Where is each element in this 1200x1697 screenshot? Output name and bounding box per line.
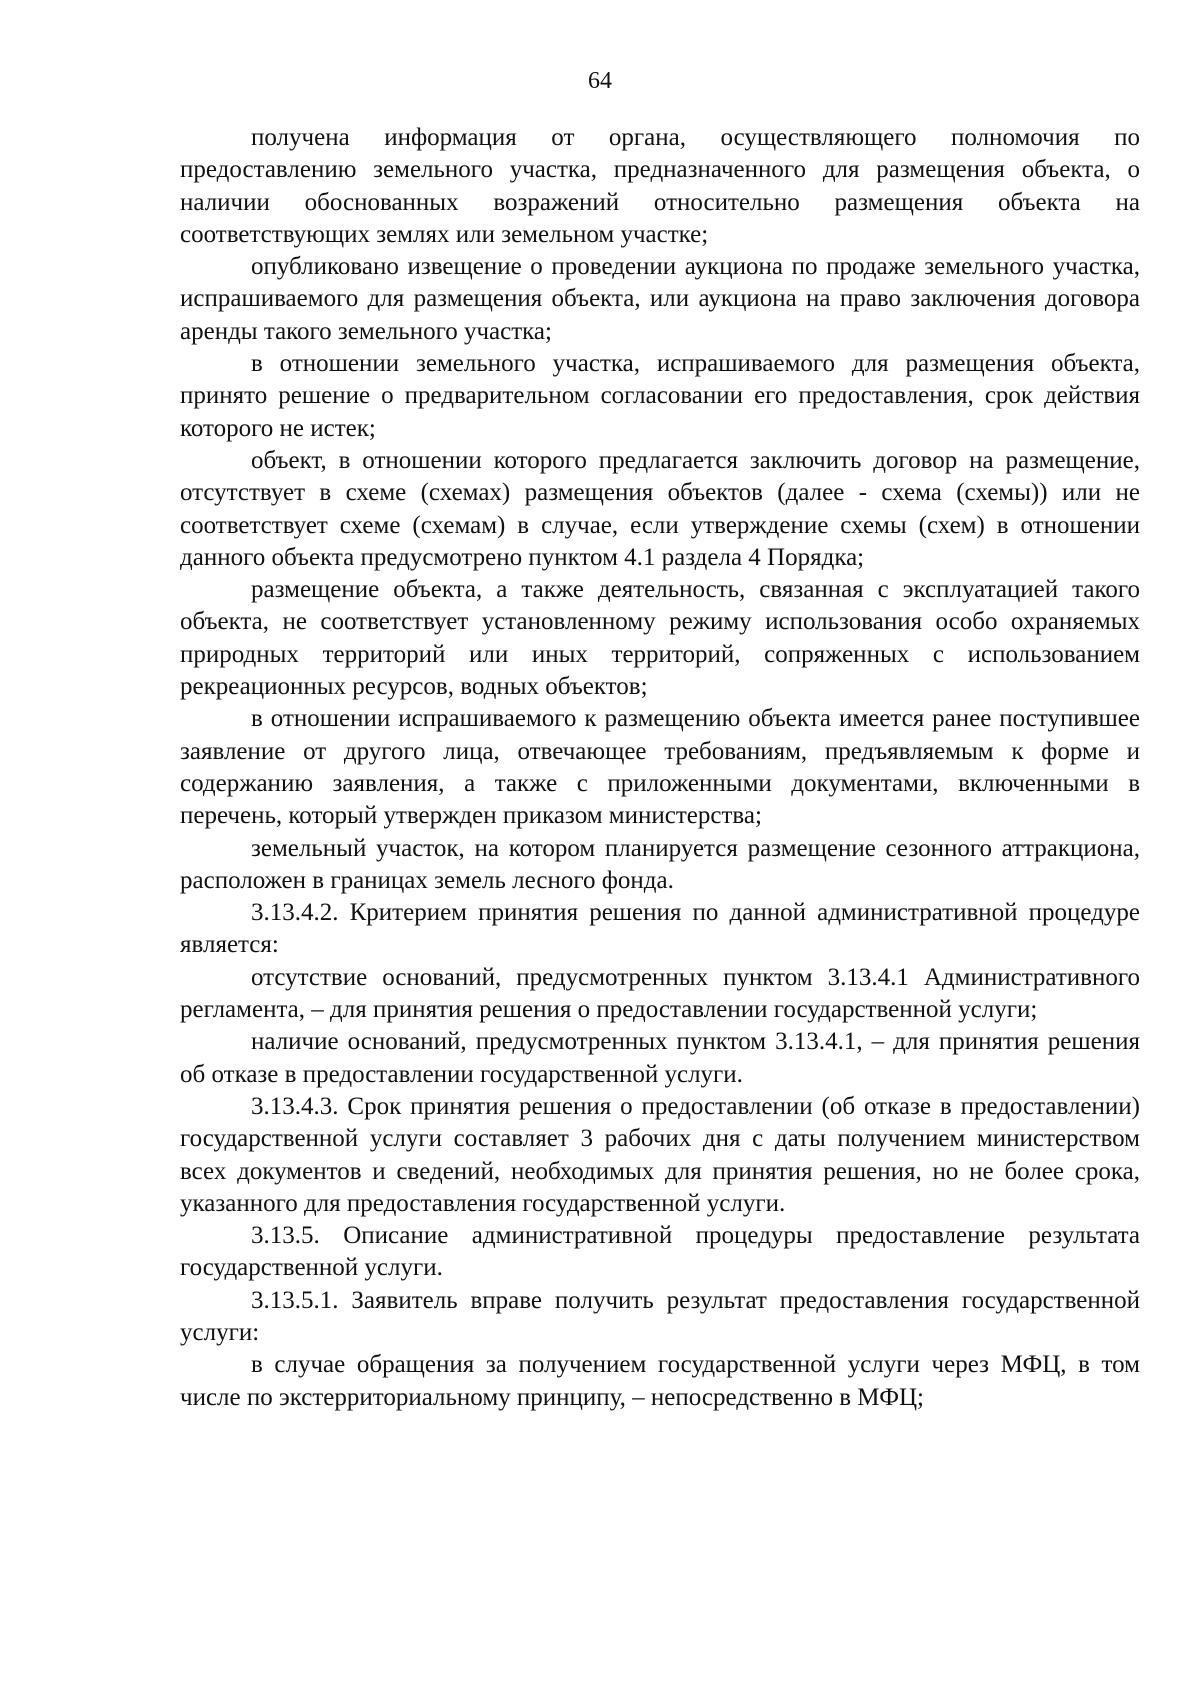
paragraph: наличие оснований, предусмотренных пунктом 3.13.4.1, – для принятия решения об отказе в предоставлении государственной услуги. <box>180 1028 1140 1088</box>
paragraph: в случае обращения за получением государственной услуги через МФЦ, в том числе по экстерриториальному принципу, – непосредственно в МФЦ; <box>180 1351 1140 1411</box>
paragraph: отсутствие оснований, предусмотренных пунктом 3.13.4.1 Административного регламента, – для принятия решения о предоставлении государственной услуги; <box>180 963 1140 1024</box>
paragraph: 3.13.4.2. Критерием принятия решения по данной административной процедуре является: <box>180 899 1140 959</box>
paragraph: 3.13.5.1. Заявитель вправе получить результат предоставления государственной услуги: <box>180 1286 1140 1346</box>
paragraph: размещение объекта, а также деятельность, связанная с эксплуатацией такого объекта, не соответствует установленному режиму использования особо охраняемых природных территорий или иных территорий, сопряженных с использованием рекреационных ресурсов, водных объектов; <box>180 576 1140 701</box>
paragraph: в отношении испрашиваемого к размещению объекта имеется ранее поступившее заявление от другого лица, отвечающее требованиям, предъявляемым к форме и содержанию заявления, а также с приложенными документами, включенными в перечень, который утвержден приказом министерства; <box>180 705 1140 830</box>
paragraph: получена информация от органа, осуществляющего полномочия по предоставлению земельного участка, предназначенного для размещения объекта, о наличии обоснованных возражений относительно размещения объекта на соответствующих землях или земельном участке; <box>180 124 1140 248</box>
paragraph: в отношении земельного участка, испрашиваемого для размещения объекта, принято решение о предварительном согласовании его предоставления, срок действия которого не истек; <box>180 350 1140 442</box>
paragraph: 3.13.5. Описание административной процедуры предоставление результата государственной услуги. <box>180 1222 1140 1282</box>
document-body <box>180 122 1140 1414</box>
paragraph: опубликовано извещение о проведении аукциона по продаже земельного участка, испрашиваемого для размещения объекта, или аукциона на право заключения договора аренды такого земельного участка; <box>180 253 1140 345</box>
paragraph: объект, в отношении которого предлагается заключить договор на размещение, отсутствует в схеме (схемах) размещения объектов (далее - схема (схемы)) или не соответствует схеме (схемам) в случае, если утверждение схемы (схем) в отношении данного объекта предусмотрено пунктом 4.1 раздела 4 Порядка; <box>180 446 1140 571</box>
paragraph: земельный участок, на котором планируется размещение сезонного аттракциона, расположен в границах земель лесного фонда. <box>180 834 1140 894</box>
page-number: 64 <box>588 68 612 94</box>
paragraph: 3.13.4.3. Срок принятия решения о предоставлении (об отказе в предоставлении) государственной услуги составляет 3 рабочих дня с даты получением министерством всех документов и сведений, необходимых для принятия решения, но не более срока, указанного для предоставления государственной услуги. <box>180 1092 1140 1217</box>
